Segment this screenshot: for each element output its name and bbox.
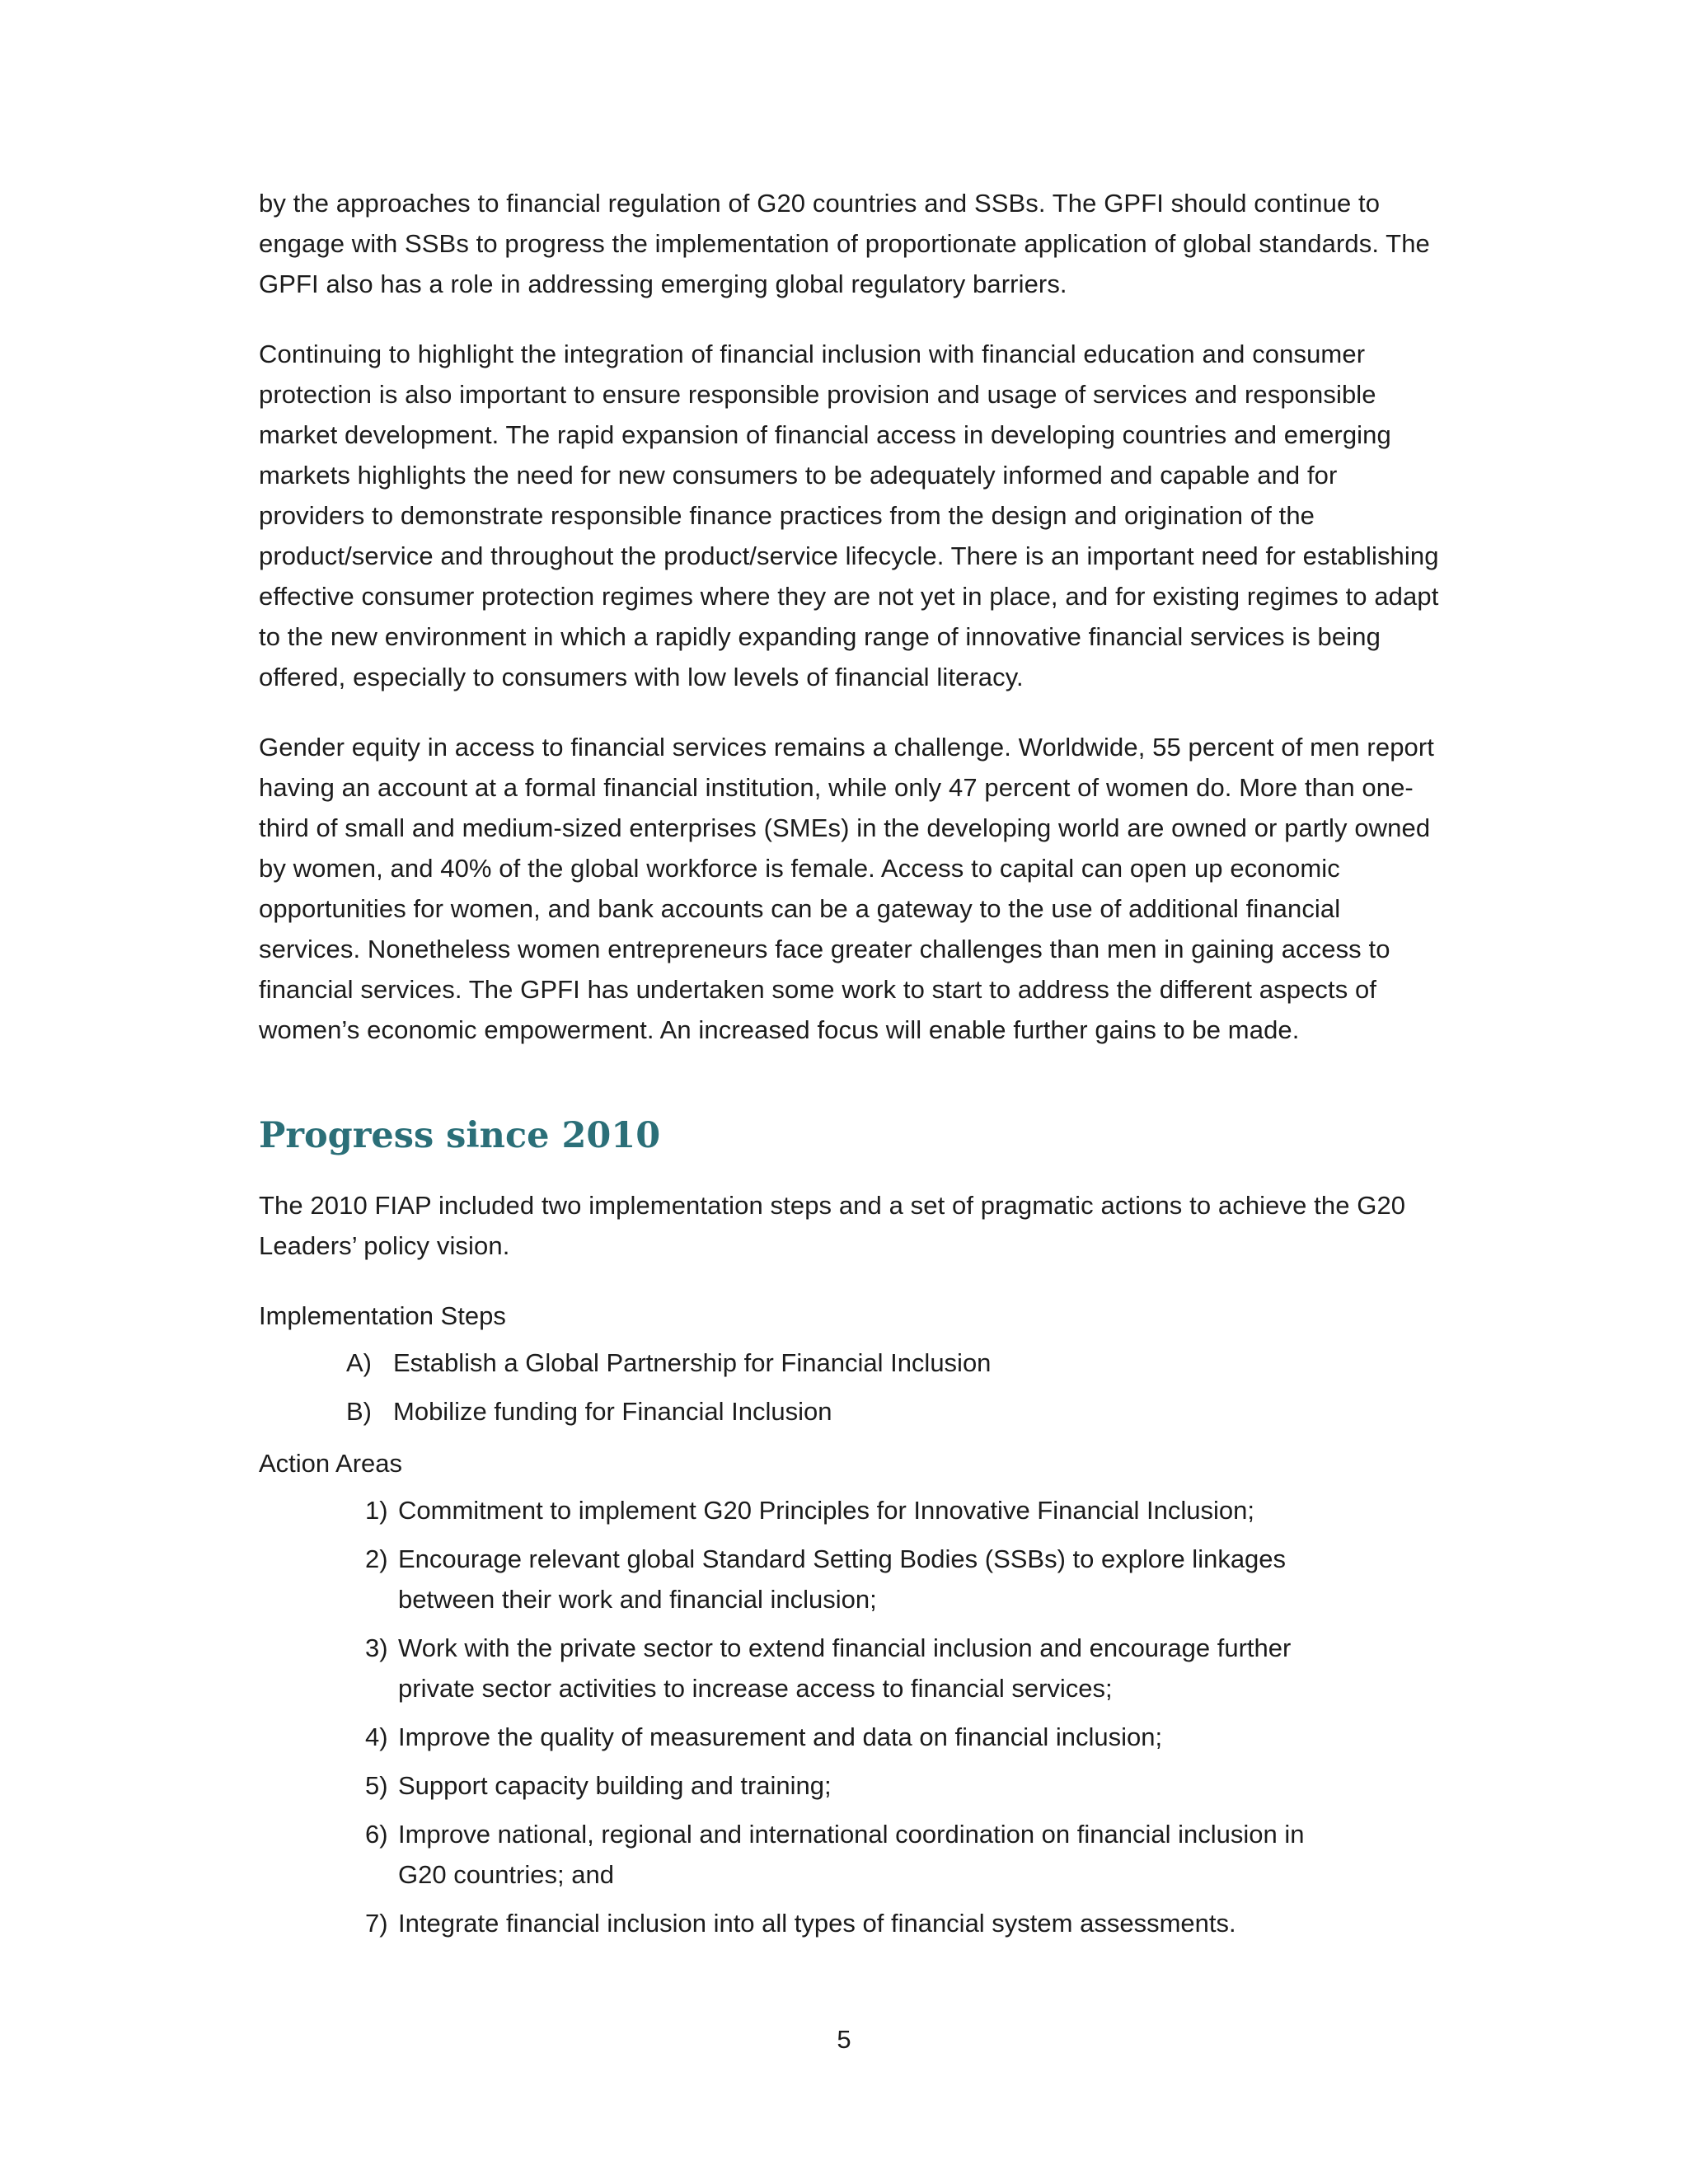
action-areas-list	[259, 1490, 1446, 1943]
list-item	[346, 1814, 1446, 1895]
list-marker: 7)	[365, 1909, 388, 1938]
list-marker: 3)	[365, 1633, 388, 1662]
list-marker: 1)	[365, 1496, 388, 1525]
list-item-text: Work with the private sector to extend financial inclusion and encourage further private sector activities to increase access to financial services;	[398, 1633, 1292, 1703]
list-marker: B)	[346, 1397, 372, 1426]
list-item-text: Support capacity building and training;	[398, 1771, 832, 1800]
page-number: 5	[837, 2025, 851, 2054]
list-item-text: Improve the quality of measurement and data on financial inclusion;	[398, 1722, 1163, 1751]
list-item	[346, 1490, 1446, 1530]
list-item-text: Integrate financial inclusion into all types of financial system assessments.	[398, 1909, 1236, 1938]
list-marker: 5)	[365, 1771, 388, 1800]
paragraph-gender-equity: Gender equity in access to financial services remains a challenge. Worldwide, 55 percent of men report having an account at a formal financial institution, while only 47 percent of women do. More than one-third of small and medium-sized enterprises (SMEs) in the developing world are owned or partly owned by women, and 40% of the global workforce is female. Access to capital can open up economic opportunities for women, and bank accounts can be a gateway to the use of additional financial services. Nonetheless women entrepreneurs face greater challenges than men in gaining access to financial services. The GPFI has undertaken some work to start to address the different aspects of women’s economic empowerment. An increased focus will enable further gains to be made.	[259, 733, 1435, 1044]
paragraph-consumer-protection: Continuing to highlight the integration of financial inclusion with financial education and consumer protection is also important to ensure responsible provision and usage of services and responsible market development. The rapid expansion of financial access in developing countries and emerging markets highlights the need for new consumers to be adequately informed and capable and for providers to demonstrate responsible finance practices from the design and origination of the product/service and throughout the product/service lifecycle. There is an important need for establishing effective consumer protection regimes where they are not yet in place, and for existing regimes to adapt to the new environment in which a rapidly expanding range of innovative financial services is being offered, especially to consumers with low levels of financial literacy.	[259, 340, 1439, 691]
list-marker: A)	[346, 1348, 372, 1377]
list-item-text: Commitment to implement G20 Principles for Innovative Financial Inclusion;	[398, 1496, 1254, 1525]
list-item	[346, 1343, 1446, 1383]
paragraph-regulatory: by the approaches to financial regulation of G20 countries and SSBs. The GPFI should continue to engage with SSBs to progress the implementation of proportionate application of global standards. The GPFI also has a role in addressing emerging global regulatory barriers.	[259, 189, 1430, 298]
list-item	[346, 1717, 1446, 1757]
list-item	[346, 1628, 1446, 1708]
list-marker: 4)	[365, 1722, 388, 1751]
section-intro: The 2010 FIAP included two implementation steps and a set of pragmatic actions to achieve the G20 Leaders’ policy vision.	[259, 1191, 1406, 1260]
list-marker: 6)	[365, 1820, 388, 1849]
page-content	[259, 183, 1446, 1952]
list-item-text: Improve national, regional and international coordination on financial inclusion in G20 countries; and	[398, 1820, 1305, 1889]
list-marker: 2)	[365, 1544, 388, 1573]
section-heading: Progress since 2010	[259, 1115, 661, 1156]
list-item	[346, 1539, 1446, 1619]
action-areas-label: Action Areas	[259, 1449, 403, 1478]
list-item	[346, 1903, 1446, 1943]
list-item-text: Encourage relevant global Standard Setting Bodies (SSBs) to explore linkages between their work and financial inclusion;	[398, 1544, 1287, 1614]
list-item	[346, 1765, 1446, 1806]
list-item-text: Mobilize funding for Financial Inclusion	[393, 1397, 832, 1426]
list-item-text: Establish a Global Partnership for Financial Inclusion	[393, 1348, 992, 1377]
list-item	[346, 1391, 1446, 1432]
implementation-steps-list	[259, 1343, 1446, 1432]
implementation-steps-label: Implementation Steps	[259, 1301, 506, 1330]
